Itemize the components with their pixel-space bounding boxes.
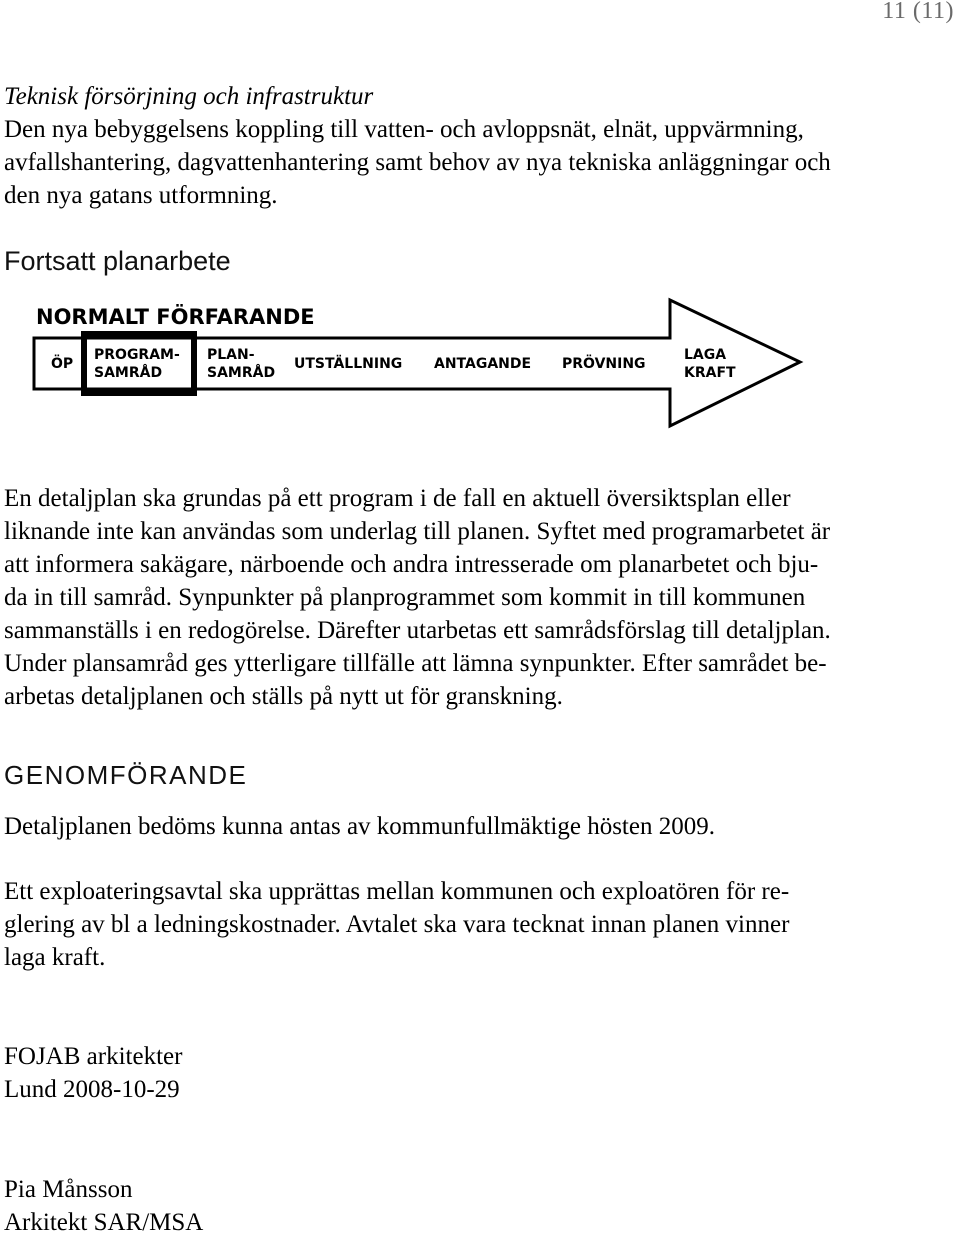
text-line: Detaljplanen bedöms kunna antas av kommunfullmäktige hösten 2009. xyxy=(4,813,715,840)
signature-company: FOJAB arkitekter xyxy=(4,1043,183,1070)
stage-provning: PRÖVNING xyxy=(562,356,646,372)
text-line: Under plansamråd ges ytterligare tillfälle att lämna synpunkter. Efter samrådet be- xyxy=(4,650,827,677)
stage-lagakraft-line2: KRAFT xyxy=(684,365,736,381)
stage-utstallning: UTSTÄLLNING xyxy=(294,356,403,372)
stage-lagakraft-line1: LAGA xyxy=(684,347,727,363)
genomforande-paragraph-1 xyxy=(4,810,715,843)
signature-name: Pia Månsson xyxy=(4,1176,133,1203)
signature-person-block xyxy=(4,1173,203,1239)
signature-company-block xyxy=(4,1040,182,1106)
text-line: avfallshantering, dagvattenhantering samt behov av nya tekniska anläggningar och xyxy=(4,149,831,176)
text-line: Den nya bebyggelsens koppling till vatten- och avloppsnät, elnät, uppvärmning, xyxy=(4,116,804,143)
diagram-title: NORMALT FÖRFARANDE xyxy=(36,305,315,329)
section-heading-fortsatt: Fortsatt planarbete xyxy=(4,246,231,276)
stage-plansamrad-line1: PLAN- xyxy=(207,347,255,363)
text-line: arbetas detaljplanen och ställs på nytt ut för granskning. xyxy=(4,683,563,710)
text-line: att informera sakägare, närboende och andra intresserade om planarbetet och bju- xyxy=(4,551,819,578)
genomforande-paragraph-2 xyxy=(4,875,789,974)
text-line: liknande inte kan användas som underlag till planen. Syftet med programarbetet är xyxy=(4,518,831,545)
page-number: 11 (11) xyxy=(882,0,954,24)
text-line: Ett exploateringsavtal ska upprättas mellan kommunen och exploatören för re- xyxy=(4,878,790,905)
stage-programsamrad-line2: SAMRÅD xyxy=(94,365,163,381)
section-heading-genomforande: GENOMFÖRANDE xyxy=(4,760,248,790)
signature-place-date: Lund 2008-10-29 xyxy=(4,1076,180,1103)
stage-antagande: ANTAGANDE xyxy=(434,356,532,372)
text-line: glering av bl a ledningskostnader. Avtalet ska vara tecknat innan planen vinner xyxy=(4,911,790,938)
stage-plansamrad-line2: SAMRÅD xyxy=(207,365,276,381)
stage-op: ÖP xyxy=(51,356,74,372)
text-line: den nya gatans utformning. xyxy=(4,182,278,209)
text-line: da in till samråd. Synpunkter på planprogrammet som kommit in till kommunen xyxy=(4,584,806,611)
signature-title: Arkitekt SAR/MSA xyxy=(4,1209,204,1236)
text-line: sammanställs i en redogörelse. Därefter utarbetas ett samrådsförslag till detaljplan. xyxy=(4,617,831,644)
section-heading-teknisk: Teknisk försörjning och infrastruktur xyxy=(4,83,374,110)
stage-programsamrad-line1: PROGRAM- xyxy=(94,347,180,363)
process-diagram xyxy=(30,296,810,446)
section-detaljplan xyxy=(4,482,831,713)
section-teknisk xyxy=(4,80,831,212)
text-line: laga kraft. xyxy=(4,944,106,971)
text-line: En detaljplan ska grundas på ett program i de fall en aktuell översiktsplan eller xyxy=(4,485,791,512)
